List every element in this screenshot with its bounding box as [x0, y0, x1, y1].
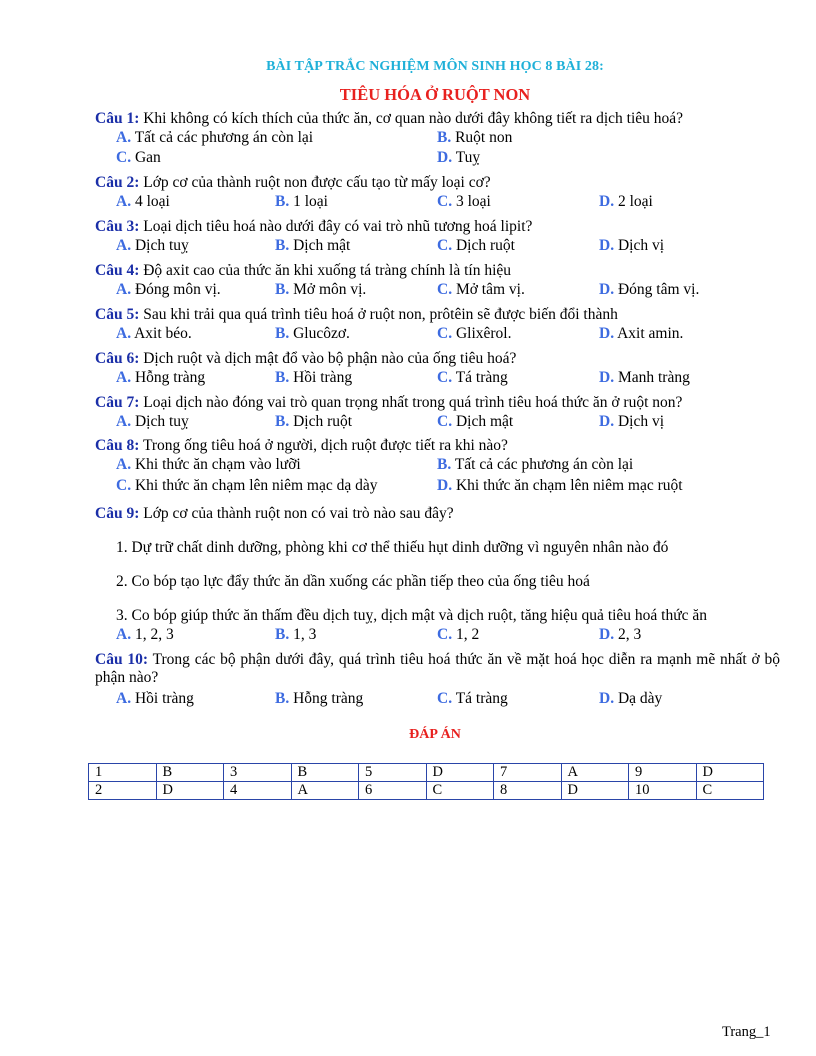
option-7d	[599, 413, 664, 431]
option-label: A.	[116, 325, 132, 342]
option-text: Glixêrol.	[455, 325, 512, 342]
table-cell: 5	[359, 764, 427, 782]
option-text: 4 loại	[134, 193, 170, 210]
option-7b	[275, 413, 352, 431]
option-text: Mở tâm vị.	[455, 281, 525, 298]
question-7	[95, 394, 780, 412]
option-text: Dịch tuỵ	[134, 413, 189, 430]
option-7c	[437, 413, 513, 431]
question-label: Câu 2:	[95, 174, 140, 191]
option-9c	[437, 626, 479, 644]
option-label: B.	[275, 626, 290, 643]
option-text: Manh tràng	[617, 369, 690, 386]
question-4	[95, 262, 780, 280]
option-text: Dịch ruột	[293, 413, 353, 430]
option-2b	[275, 193, 328, 211]
option-text: 2 loại	[617, 193, 653, 210]
option-label: D.	[599, 369, 615, 386]
option-text: Đóng tâm vị.	[617, 281, 700, 298]
table-cell: D	[696, 764, 764, 782]
option-text: Dịch vị	[617, 413, 665, 430]
table-cell: 1	[89, 764, 157, 782]
option-label: A.	[116, 281, 132, 298]
option-9a	[116, 626, 174, 644]
option-label: C.	[437, 413, 453, 430]
option-text: Dịch mật	[293, 237, 351, 254]
option-text: 2, 3	[617, 626, 642, 643]
table-row	[89, 764, 764, 782]
option-label: B.	[275, 369, 290, 386]
table-cell: 4	[224, 782, 292, 800]
option-3a	[116, 237, 189, 255]
option-text: Axit béo.	[134, 325, 192, 342]
option-label: A.	[116, 369, 132, 386]
question-3	[95, 218, 780, 236]
option-4b	[275, 281, 366, 299]
table-row	[89, 782, 764, 800]
option-text: Mở môn vị.	[293, 281, 367, 298]
option-5c	[437, 325, 511, 343]
option-text: Tất cả các phương án còn lại	[134, 129, 314, 146]
answer-key-title: ĐÁP ÁN	[409, 727, 461, 742]
option-label: C.	[437, 369, 453, 386]
option-text: Tá tràng	[455, 369, 508, 386]
option-text: Dạ dày	[617, 690, 663, 707]
option-2a	[116, 193, 170, 211]
question-text: Trong các bộ phận dưới đây, quá trình tiêu hoá thức ăn về mặt hoá học diễn ra mạnh mẽ nhất ở bộ phận nào?	[95, 651, 780, 686]
statement-1: 1. Dự trữ chất dinh dưỡng, phòng khi cơ thể thiếu hụt dinh dưỡng vì nguyên nhân nào đó	[116, 539, 669, 556]
document-title: BÀI TẬP TRẮC NGHIỆM MÔN SINH HỌC 8 BÀI 28:	[266, 59, 604, 74]
option-text: 1 loại	[293, 193, 328, 210]
option-6a	[116, 369, 205, 387]
question-label: Câu 9:	[95, 505, 140, 522]
option-8c	[116, 477, 378, 495]
option-label: B.	[275, 237, 290, 254]
option-label: B.	[275, 193, 290, 210]
option-text: Tuỵ	[455, 149, 481, 166]
option-label: B.	[275, 690, 290, 707]
question-label: Câu 10:	[95, 651, 149, 668]
option-10b	[275, 690, 363, 708]
option-label: C.	[116, 149, 132, 166]
option-text: 3 loại	[455, 193, 491, 210]
option-text: Gan	[134, 149, 161, 166]
option-label: B.	[275, 413, 290, 430]
option-1c	[116, 149, 161, 167]
option-label: C.	[437, 281, 453, 298]
table-cell: 10	[629, 782, 697, 800]
table-cell: A	[291, 782, 359, 800]
option-label: D.	[437, 149, 453, 166]
option-label: B.	[437, 129, 452, 146]
option-text: Dịch tuỵ	[134, 237, 189, 254]
option-4c	[437, 281, 525, 299]
option-label: A.	[116, 237, 132, 254]
question-label: Câu 7:	[95, 394, 140, 411]
option-5b	[275, 325, 350, 343]
option-8a	[116, 456, 301, 474]
option-label: A.	[116, 456, 132, 473]
question-text: Dịch ruột và dịch mật đổ vào bộ phận nào của ống tiêu hoá?	[143, 350, 517, 367]
option-3b	[275, 237, 350, 255]
statement-2: 2. Co bóp tạo lực đẩy thức ăn dần xuống các phần tiếp theo của ống tiêu hoá	[116, 573, 590, 590]
option-label: A.	[116, 193, 132, 210]
option-10c	[437, 690, 508, 708]
option-text: Tá tràng	[455, 690, 508, 707]
table-cell: C	[696, 782, 764, 800]
question-text: Lớp cơ của thành ruột non có vai trò nào sau đây?	[143, 505, 454, 522]
table-cell: 2	[89, 782, 157, 800]
option-label: D.	[599, 237, 615, 254]
question-10	[95, 651, 780, 687]
option-4d	[599, 281, 699, 299]
option-text: Hỗng tràng	[134, 369, 206, 386]
option-label: B.	[275, 325, 290, 342]
option-label: C.	[437, 325, 453, 342]
option-text: Dịch mật	[455, 413, 514, 430]
option-label: C.	[437, 193, 453, 210]
option-label: D.	[599, 281, 615, 298]
statement-3: 3. Co bóp giúp thức ăn thấm đều dịch tuỵ, dịch mật và dịch ruột, tăng hiệu quả tiêu hoá thức ăn	[116, 607, 708, 624]
option-8b	[437, 456, 633, 474]
question-label: Câu 4:	[95, 262, 140, 279]
option-text: Khi thức ăn chạm vào lưỡi	[134, 456, 301, 473]
option-text: 1, 2, 3	[134, 626, 174, 643]
option-8d	[437, 477, 683, 495]
option-label: D.	[599, 193, 615, 210]
document-subtitle: TIÊU HÓA Ở RUỘT NON	[339, 85, 531, 104]
option-text: Đóng môn vị.	[134, 281, 221, 298]
option-label: C.	[437, 690, 453, 707]
option-label: D.	[599, 413, 615, 430]
option-6b	[275, 369, 352, 387]
option-2c	[437, 193, 491, 211]
option-label: A.	[116, 413, 132, 430]
question-8	[95, 437, 780, 455]
question-label: Câu 3:	[95, 218, 140, 235]
option-6c	[437, 369, 508, 387]
option-label: A.	[116, 626, 132, 643]
option-4a	[116, 281, 221, 299]
option-10d	[599, 690, 662, 708]
option-label: D.	[437, 477, 453, 494]
option-3c	[437, 237, 515, 255]
table-cell: 9	[629, 764, 697, 782]
option-text: Hỗng tràng	[293, 690, 364, 707]
question-text: Độ axit cao của thức ăn khi xuống tá tràng chính là tín hiệu	[143, 262, 512, 279]
option-1d	[437, 149, 480, 167]
option-label: D.	[599, 626, 615, 643]
question-2	[95, 174, 780, 192]
question-text: Loại dịch tiêu hoá nào dưới đây có vai trò nhũ tương hoá lipit?	[143, 218, 533, 235]
table-cell: D	[561, 782, 629, 800]
option-text: Dịch vị	[617, 237, 665, 254]
question-text: Sau khi trải qua quá trình tiêu hoá ở ruột non, prôtêin sẽ được biến đổi thành	[143, 306, 618, 323]
table-cell: D	[426, 764, 494, 782]
option-label: C.	[437, 626, 453, 643]
option-label: B.	[437, 456, 452, 473]
option-label: B.	[275, 281, 290, 298]
table-cell: 7	[494, 764, 562, 782]
option-5a	[116, 325, 192, 343]
table-cell: 6	[359, 782, 427, 800]
option-1b	[437, 129, 512, 147]
option-3d	[599, 237, 664, 255]
option-label: C.	[437, 237, 453, 254]
table-cell: A	[561, 764, 629, 782]
option-text: Ruột non	[455, 129, 513, 146]
option-label: A.	[116, 690, 132, 707]
question-5	[95, 306, 780, 324]
option-text: Hồi tràng	[134, 690, 194, 707]
table-cell: B	[156, 764, 224, 782]
option-text: Khi thức ăn chạm lên niêm mạc dạ dày	[134, 477, 378, 494]
option-7a	[116, 413, 189, 431]
question-text: Loại dịch nào đóng vai trò quan trọng nhất trong quá trình tiêu hoá thức ăn ở ruột non?	[143, 394, 683, 411]
question-text: Khi không có kích thích của thức ăn, cơ quan nào dưới đây không tiết ra dịch tiêu hoá?	[143, 110, 684, 127]
table-cell: 8	[494, 782, 562, 800]
option-text: 1, 3	[293, 626, 317, 643]
option-text: Glucôzơ.	[293, 325, 350, 342]
option-text: 1, 2	[455, 626, 480, 643]
option-2d	[599, 193, 653, 211]
table-cell: 3	[224, 764, 292, 782]
option-5d	[599, 325, 683, 343]
question-9	[95, 505, 780, 523]
option-10a	[116, 690, 194, 708]
option-label: C.	[116, 477, 132, 494]
question-label: Câu 6:	[95, 350, 140, 367]
option-text: Tất cả các phương án còn lại	[454, 456, 634, 473]
question-text: Lớp cơ của thành ruột non được cấu tạo từ mấy loại cơ?	[143, 174, 491, 191]
question-text: Trong ống tiêu hoá ở người, dịch ruột được tiết ra khi nào?	[142, 437, 508, 454]
option-text: Axit amin.	[617, 325, 684, 342]
option-text: Khi thức ăn chạm lên niêm mạc ruột	[455, 477, 683, 494]
table-cell: D	[156, 782, 224, 800]
question-1	[95, 110, 780, 128]
question-6	[95, 350, 780, 368]
option-1a	[116, 129, 313, 147]
question-label: Câu 1:	[95, 110, 140, 127]
option-label: D.	[599, 690, 615, 707]
option-label: A.	[116, 129, 132, 146]
answer-table	[88, 763, 764, 800]
option-9d	[599, 626, 641, 644]
option-6d	[599, 369, 690, 387]
option-9b	[275, 626, 316, 644]
question-label: Câu 8:	[95, 437, 140, 454]
question-label: Câu 5:	[95, 306, 140, 323]
option-text: Hồi tràng	[293, 369, 353, 386]
page-number: Trang_1	[722, 1024, 771, 1040]
table-cell: C	[426, 782, 494, 800]
option-text: Dịch ruột	[455, 237, 515, 254]
option-label: D.	[599, 325, 615, 342]
table-cell: B	[291, 764, 359, 782]
